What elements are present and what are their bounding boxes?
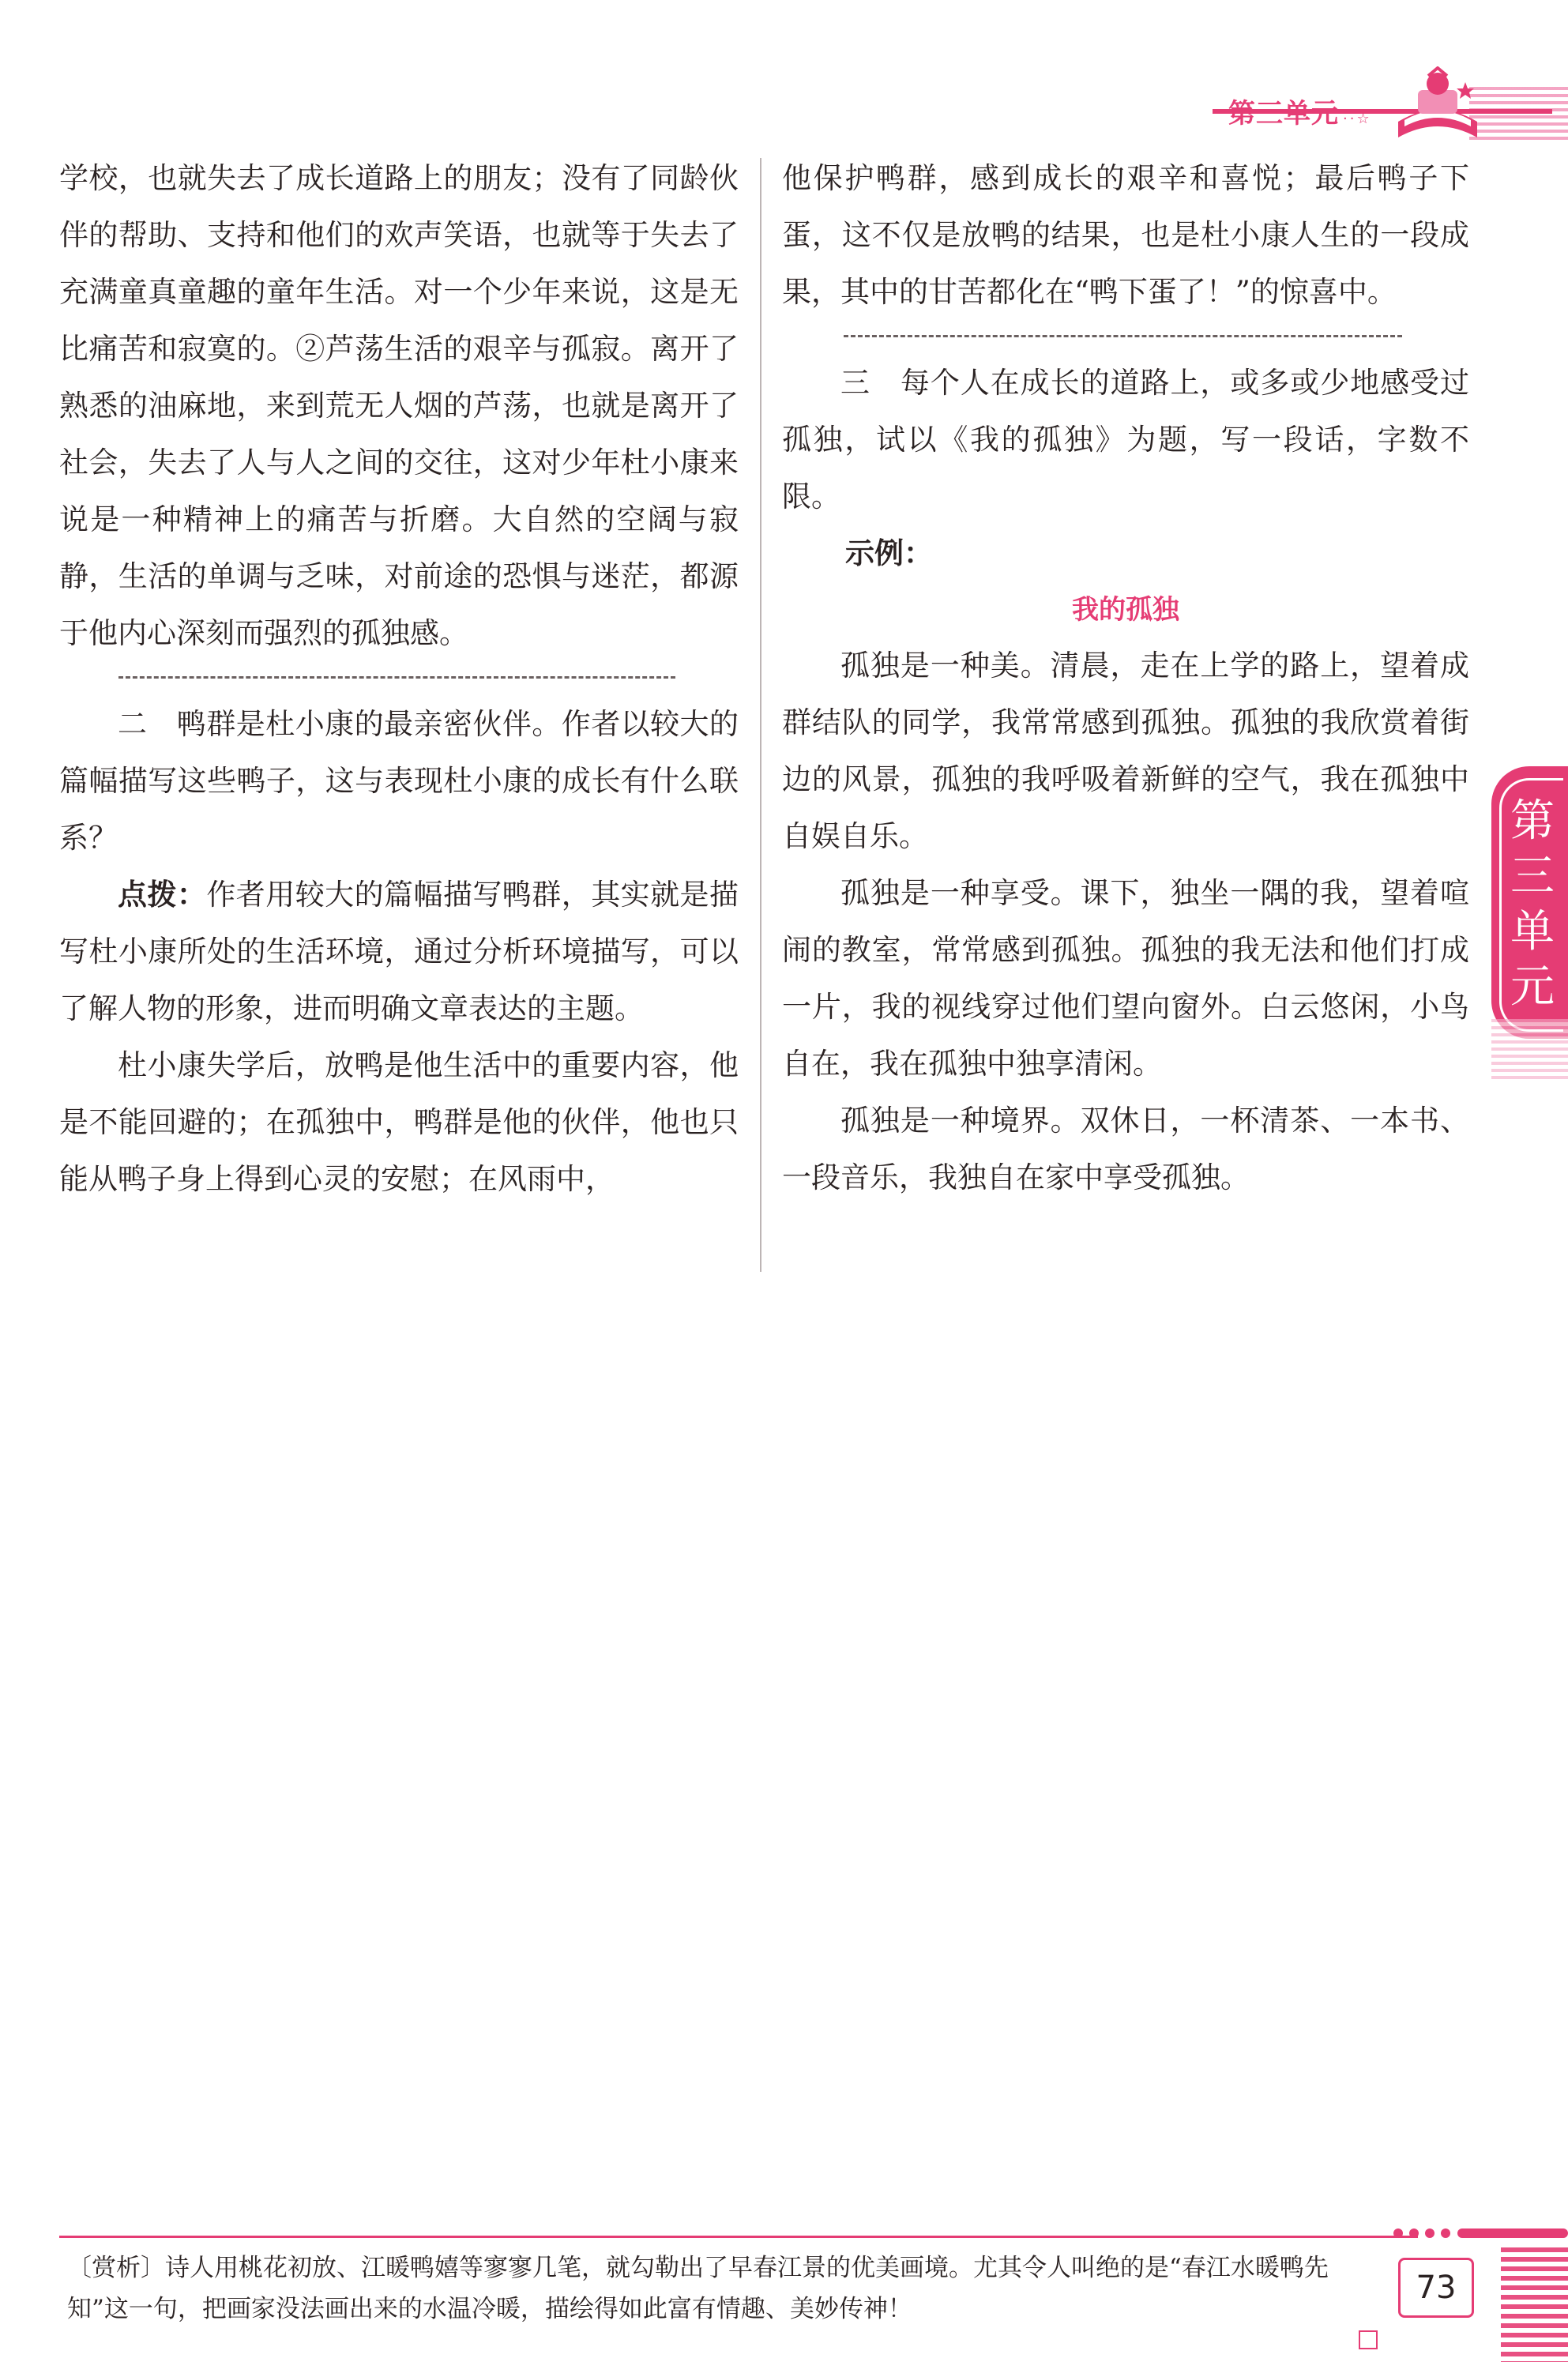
appreciation-text: 诗人用桃花初放、江暖鸭嬉等寥寥几笔，就勾勒出了早春江景的优美画境。尤其令人叫绝的是“春江水暖鸭先知”这一句，把画家没法画出来的水温冷暖，描绘得如此富有情趣、美妙传神！ <box>67 2254 1329 2323</box>
section-divider <box>844 335 1402 337</box>
page-number: 73 <box>1398 2258 1474 2318</box>
left-paragraph-1: 学校，也就失去了成长道路上的朋友；没有了同龄伙伴的帮助、支持和他们的欢声笑语，也就等于失去了充满童真童趣的童年生活。对一个少年来说，这是无比痛苦和寂寞的。②芦荡生活的艰辛与孤寂。离开了熟悉的油麻地，来到荒无人烟的芦荡，也就是离开了社会，失去了人与人之间的交往，这对少年杜小康来说是一种精神上的痛苦与折磨。大自然的空阔与寂静，生活的单调与乏味，对前途的恐惧与迷茫，都源于他内心深刻而强烈的孤独感。 <box>59 161 739 650</box>
appreciation-label: 〔赏析〕 <box>67 2254 165 2282</box>
side-tab-stripes <box>1491 1019 1568 1082</box>
footer-dots-icon <box>1390 2221 1568 2245</box>
hint-paragraph <box>59 867 739 1037</box>
header-dots: ··☆ <box>1343 111 1372 127</box>
checkbox-icon <box>1359 2330 1378 2349</box>
example-paragraph-3: 孤独是一种境界。双休日，一杯清茶、一本书、一段音乐，我独自在家中享受孤独。 <box>782 1104 1469 1194</box>
column-separator <box>760 158 761 1272</box>
example-label: 示例： <box>845 536 933 570</box>
right-column <box>782 150 1469 1206</box>
hint-label: 点拨： <box>118 878 207 912</box>
book-emblem-icon <box>1390 66 1485 145</box>
left-paragraph-3: 杜小康失学后，放鸭是他生活中的重要内容，他是不能回避的；在孤独中，鸭群是他的伙伴，他也只能从鸭子身上得到心灵的安慰；在风雨中， <box>59 1048 739 1196</box>
example-paragraph-1: 孤独是一种美。清晨，走在上学的路上，望着成群结队的同学，我常常感到孤独。孤独的我欣赏着街边的风景，孤独的我呼吸着新鲜的空气，我在孤独中自娱自乐。 <box>782 649 1469 853</box>
right-paragraph-1: 他保护鸭群，感到成长的艰辛和喜悦；最后鸭子下蛋，这不仅是放鸭的结果，也是杜小康人生的一段成果，其中的甘苦都化在“鸭下蛋了！”的惊喜中。 <box>782 161 1469 309</box>
example-paragraph-2: 孤独是一种享受。课下，独坐一隅的我，望着喧闹的教室，常常感到孤独。孤独的我无法和他们打成一片，我的视线穿过他们望向窗外。白云悠闲，小鸟自在，我在孤独中独享清闲。 <box>782 876 1469 1081</box>
unit-label: 第三单元 <box>1228 98 1339 130</box>
hint-text: 作者用较大的篇幅描写鸭群，其实就是描写杜小康所处的生活环境，通过分析环境描写，可以了解人物的形象，进而明确文章表达的主题。 <box>59 878 739 1025</box>
unit-side-tab-label: 第 三 单 元 <box>1510 795 1555 1013</box>
appreciation-note <box>67 2247 1355 2330</box>
question-2: 二 鸭群是杜小康的最亲密伙伴。作者以较大的篇幅描写这些鸭子，这与表现杜小康的成长有什么联系？ <box>59 707 739 855</box>
footer-rule <box>59 2236 1418 2238</box>
section-divider <box>118 676 675 679</box>
left-column <box>59 150 739 1208</box>
example-title: 我的孤独 <box>1072 594 1179 626</box>
footer-stripes <box>1501 2247 1568 2362</box>
question-3: 三 每个人在成长的道路上，或多或少地感受过孤独，试以《我的孤独》为题，写一段话，字数不限。 <box>782 366 1469 513</box>
